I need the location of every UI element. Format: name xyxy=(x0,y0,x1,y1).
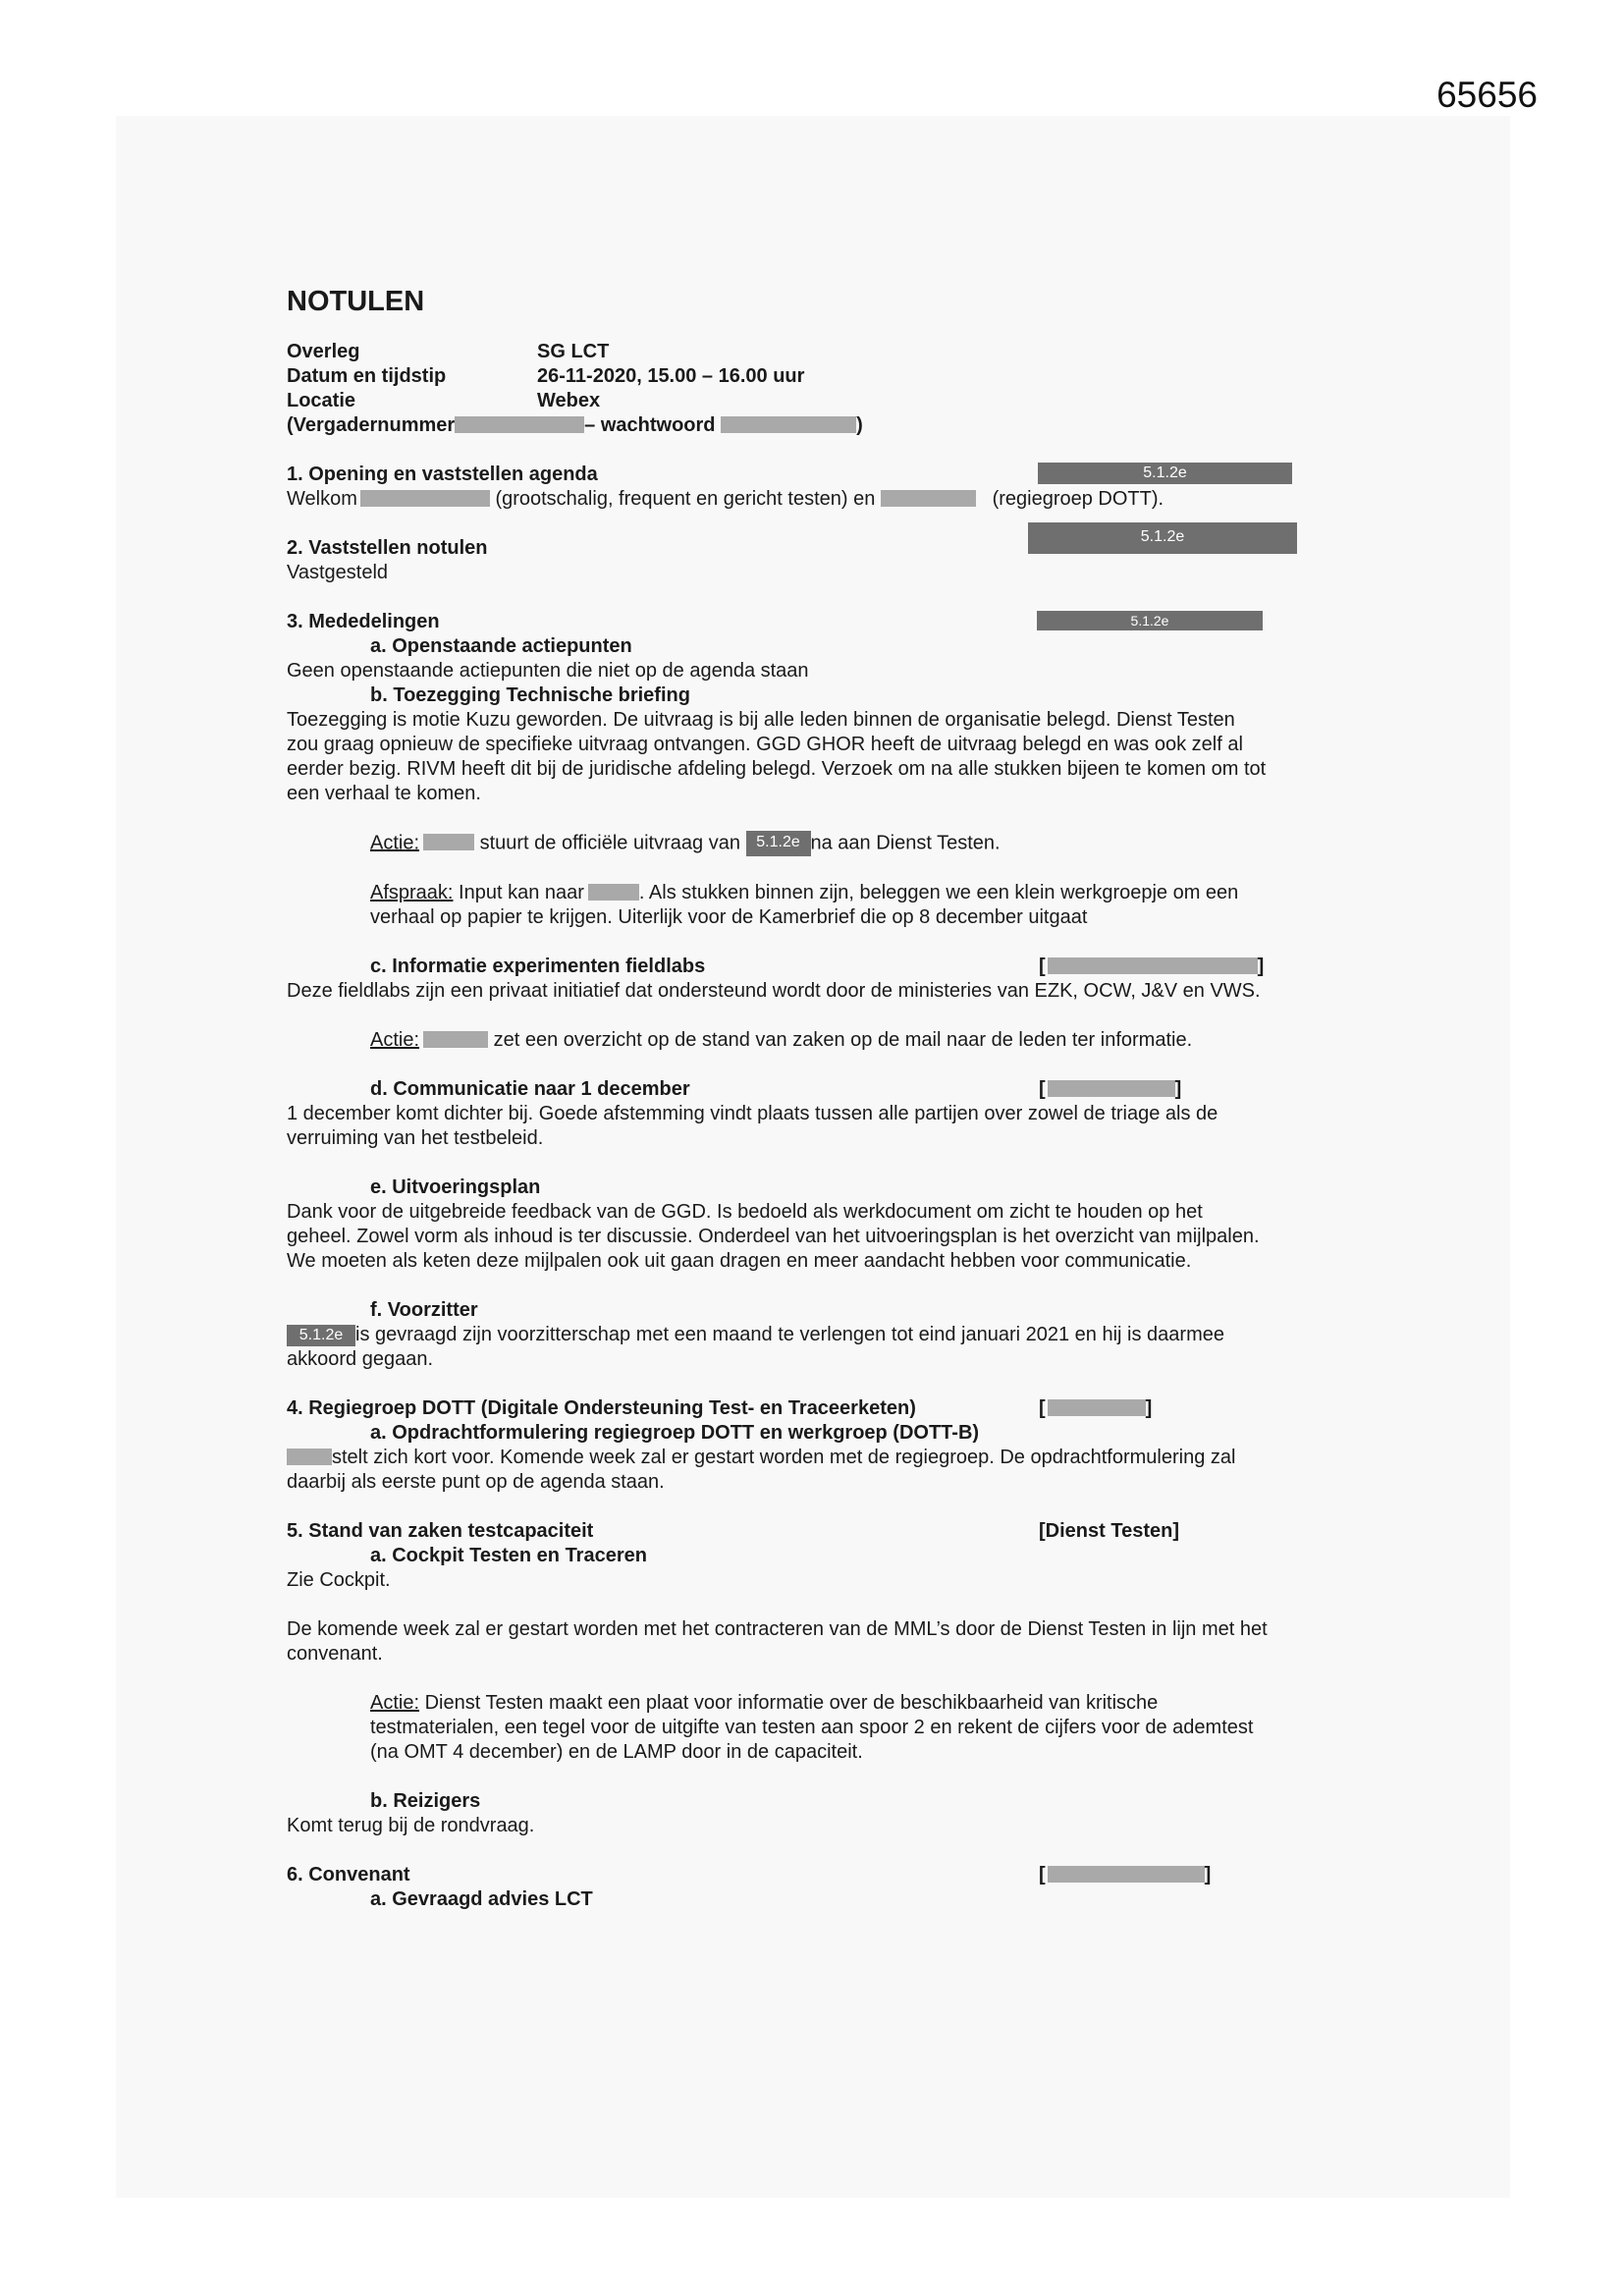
section-1 xyxy=(287,463,1357,512)
section-2-text: Vastgesteld xyxy=(287,562,389,583)
contracteren-line: De komende week zal er gestart worden met het contracteren van de MML’s door de Dienst Testen in lijn met het xyxy=(287,1618,1268,1640)
bracket-open: [ xyxy=(1039,1078,1046,1100)
section-6-heading: 6. Convenant xyxy=(287,1864,410,1886)
overleg-label: Overleg xyxy=(287,341,360,362)
minutes-document xyxy=(287,285,1357,1912)
actie-dienst-testen xyxy=(287,1691,1357,1765)
section-6 xyxy=(287,1863,1357,1912)
section-4-text xyxy=(287,1446,1357,1470)
section-4-line: daarbij als eerste punt op de agenda staan. xyxy=(287,1471,665,1493)
communicatie-line: 1 december komt dichter bij. Goede afstemming vindt plaats tussen alle partijen over zowel de triage als de xyxy=(287,1103,1218,1124)
owner-bracket xyxy=(1039,1863,1211,1887)
section-2-heading: 2. Vaststellen notulen xyxy=(287,537,488,559)
redaction-box xyxy=(360,490,490,507)
fieldlabs-text: Deze fieldlabs zijn een privaat initiatief dat ondersteund wordt door de ministeries van EZK, OCW, J&V en VWS. xyxy=(287,980,1261,1002)
bracket-open: [ xyxy=(1039,956,1046,977)
redaction-box xyxy=(423,834,474,850)
section-5-heading: 5. Stand van zaken testcapaciteit xyxy=(287,1520,594,1542)
page-title: NOTULEN xyxy=(287,286,425,317)
uitvoeringsplan-line: We moeten als keten deze mijlpalen ook uit gaan dragen en meer aandacht hebben voor communicatie. xyxy=(287,1250,1192,1272)
toezegging-line: eerder bezig. RIVM heeft dit bij de juridische afdeling belegd. Verzoek om na alle stukken bijeen te komen om tot xyxy=(287,758,1267,780)
afspraak-label: Afspraak: xyxy=(370,882,454,903)
actie-label: Actie: xyxy=(370,1692,420,1714)
datum-value: 26-11-2020, 15.00 – 16.00 uur xyxy=(537,365,805,387)
subheading-reizigers: b. Reizigers xyxy=(370,1790,481,1812)
voorzitter-text xyxy=(287,1323,1357,1347)
redaction-code-tag: 5.1.2e xyxy=(1037,611,1263,630)
redaction-box xyxy=(1048,1080,1175,1097)
meeting-details xyxy=(287,340,1357,413)
actie-text: testmaterialen, een tegel voor de uitgifte van testen aan spoor 2 en rekent de cijfers voor de ademtest xyxy=(370,1717,1254,1738)
bracket-close: ] xyxy=(1204,1864,1212,1886)
section-4-heading: 4. Regiegroep DOTT (Digitale Ondersteuning Test- en Traceerketen) xyxy=(287,1397,916,1419)
toezegging-line: een verhaal te komen. xyxy=(287,783,481,804)
actie-label: Actie: xyxy=(370,1029,420,1051)
cockpit-text: Zie Cockpit. xyxy=(287,1569,391,1591)
actie-text: (na OMT 4 december) en de LAMP door in de capaciteit. xyxy=(370,1741,863,1763)
redaction-code-tag: 5.1.2e xyxy=(746,831,811,856)
subheading-opdrachtformulering: a. Opdrachtformulering regiegroep DOTT en werkgroep (DOTT-B) xyxy=(370,1422,980,1444)
actie-text: zet een overzicht op de stand van zaken op de mail naar de leden ter informatie. xyxy=(493,1029,1193,1051)
uitvoeringsplan-line: Dank voor de uitgebreide feedback van de GGD. Is bedoeld als werkdocument om zicht te houden op het xyxy=(287,1201,1203,1223)
actie-uitvraag xyxy=(287,831,1357,856)
redaction-box xyxy=(588,884,639,901)
page-number: 65656 xyxy=(1436,75,1538,115)
toezegging-line: zou graag opnieuw de specifieke uitvraag ontvangen. GGD GHOR heeft de uitvraag belegd en was ook zelf al xyxy=(287,734,1243,755)
afspraak-input xyxy=(287,881,1357,930)
section-3 xyxy=(287,610,1357,1372)
redaction-code-tag: 5.1.2e xyxy=(1028,522,1297,554)
wachtwoord-label: – wachtwoord xyxy=(584,414,716,436)
locatie-value: Webex xyxy=(537,390,601,411)
datum-label: Datum en tijdstip xyxy=(287,365,447,387)
openstaande-actiepunten-text: Geen openstaande actiepunten die niet op de agenda staan xyxy=(287,660,809,682)
actie-text: stuurt de officiële uitvraag van xyxy=(479,832,740,854)
subsection-c xyxy=(287,955,1357,1004)
subheading-voorzitter: f. Voorzitter xyxy=(370,1299,478,1321)
redaction-box xyxy=(721,416,856,433)
toezegging-line: Toezegging is motie Kuzu geworden. De uitvraag is bij alle leden binnen de organisatie belegd. Dienst Testen xyxy=(287,709,1235,731)
subheading-openstaande-actiepunten: a. Openstaande actiepunten xyxy=(370,635,632,657)
subheading-cockpit: a. Cockpit Testen en Traceren xyxy=(370,1545,647,1566)
section-1-text xyxy=(287,487,1357,512)
subheading-fieldlabs: c. Informatie experimenten fieldlabs xyxy=(370,956,706,977)
subheading-uitvoeringsplan: e. Uitvoeringsplan xyxy=(370,1176,541,1198)
contracteren-line: convenant. xyxy=(287,1643,383,1665)
redaction-box xyxy=(1048,1399,1146,1416)
reizigers-text: Komt terug bij de rondvraag. xyxy=(287,1815,535,1836)
afspraak-text: Input kan naar xyxy=(459,882,584,903)
owner-bracket xyxy=(1039,1396,1152,1421)
section-5 xyxy=(287,1519,1357,1838)
actie-text: na aan Dienst Testen. xyxy=(810,832,1001,854)
actie-label: Actie: xyxy=(370,832,420,854)
section-2 xyxy=(287,528,1357,585)
section-1-heading: 1. Opening en vaststellen agenda xyxy=(287,464,598,485)
section-4 xyxy=(287,1396,1357,1495)
voorzitter-line: is gevraagd zijn voorzitterschap met een maand te verlengen tot eind januari 2021 en hij is daarmee xyxy=(355,1324,1224,1345)
bracket-close: ] xyxy=(1174,1078,1182,1100)
owner-bracket xyxy=(1039,955,1264,979)
welkom-text: Welkom xyxy=(287,488,357,510)
subsection-d xyxy=(287,1077,1357,1151)
section-1-mid-text: (grootschalig, frequent en gericht testen) en xyxy=(495,488,876,510)
subheading-gevraagd-advies: a. Gevraagd advies LCT xyxy=(370,1888,593,1910)
bracket-open: [ xyxy=(1039,1864,1046,1886)
communicatie-line: verruiming van het testbeleid. xyxy=(287,1127,544,1149)
voorzitter-line: akkoord gegaan. xyxy=(287,1348,434,1370)
close-paren: ) xyxy=(856,414,863,436)
redaction-box xyxy=(423,1031,488,1048)
actie-text: Dienst Testen maakt een plaat voor informatie over de beschikbaarheid van kritische xyxy=(424,1692,1159,1714)
section-3-heading: 3. Mededelingen xyxy=(287,611,440,632)
locatie-label: Locatie xyxy=(287,390,356,411)
redaction-box xyxy=(881,490,976,507)
redaction-code-tag: 5.1.2e xyxy=(1038,463,1292,484)
bracket-close: ] xyxy=(1145,1397,1153,1419)
redaction-box xyxy=(455,416,584,433)
subheading-communicatie: d. Communicatie naar 1 december xyxy=(370,1078,690,1100)
section-1-end-text: (regiegroep DOTT). xyxy=(992,488,1164,510)
actie-overzicht xyxy=(287,1028,1357,1053)
section-5-owner: [Dienst Testen] xyxy=(1039,1520,1179,1542)
redaction-box xyxy=(1048,1866,1205,1883)
redaction-box xyxy=(287,1449,332,1465)
redaction-code-tag: 5.1.2e xyxy=(287,1325,355,1346)
afspraak-text: . Als stukken binnen zijn, beleggen we een klein werkgroepje om een xyxy=(638,882,1239,903)
bracket-close: ] xyxy=(1257,956,1265,977)
bracket-open: [ xyxy=(1039,1397,1046,1419)
afspraak-text: verhaal op papier te krijgen. Uiterlijk voor de Kamerbrief die op 8 december uitgaat xyxy=(370,906,1088,928)
uitvoeringsplan-line: geheel. Zowel vorm als inhoud is ter discussie. Onderdeel van het uitvoeringsplan is het overzicht van mijlpalen. xyxy=(287,1226,1260,1247)
meeting-number-line xyxy=(287,413,1357,438)
owner-bracket xyxy=(1039,1077,1181,1102)
vergadernummer-label: (Vergadernummer xyxy=(287,414,456,436)
redaction-box xyxy=(1048,957,1258,974)
overleg-value: SG LCT xyxy=(537,341,610,362)
section-4-line: stelt zich kort voor. Komende week zal er gestart worden met de regiegroep. De opdrachtformulering zal xyxy=(332,1447,1236,1468)
subheading-toezegging: b. Toezegging Technische briefing xyxy=(370,684,690,706)
